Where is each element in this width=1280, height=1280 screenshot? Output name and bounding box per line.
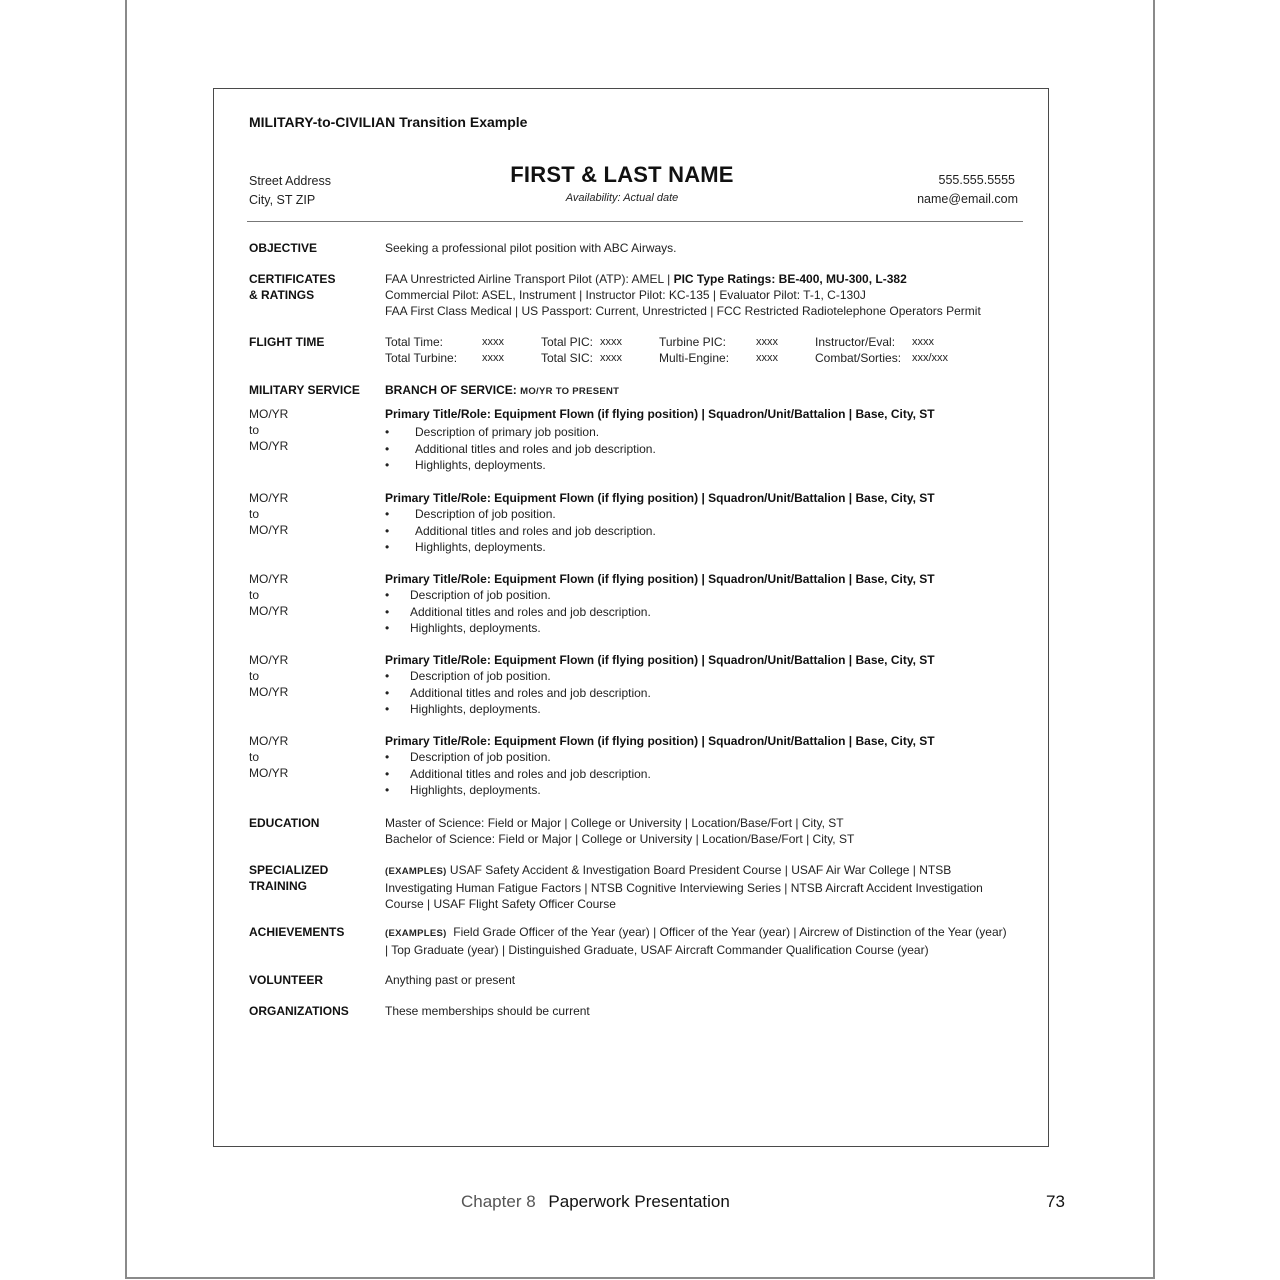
- label-line: CERTIFICATES: [249, 272, 336, 286]
- training-line: [385, 862, 1035, 880]
- ft-label: Instructor/Eval:: [815, 335, 896, 349]
- ft-label: Total Turbine:: [385, 351, 458, 365]
- ft-value: xxxx: [600, 352, 622, 364]
- job-body: [385, 571, 1025, 637]
- bullet-item: • Additional titles and roles and job description.: [385, 766, 1025, 783]
- ft-value: xxxx: [600, 336, 622, 348]
- job-bullets: [385, 506, 1025, 556]
- bullet-item: • Additional titles and roles and job description.: [385, 604, 1025, 621]
- bullet-item: • Description of job position.: [385, 506, 1025, 523]
- branch-name: BRANCH OF SERVICE:: [385, 383, 517, 397]
- bullet-item: • Additional titles and roles and job description.: [385, 685, 1025, 702]
- organizations-text: These memberships should be current: [385, 1004, 590, 1018]
- section-label: [249, 862, 379, 894]
- ft-label: Total PIC:: [541, 335, 594, 349]
- job-dates: MO/YR to MO/YR: [249, 491, 289, 537]
- bullet-item: • Description of job position.: [385, 587, 1025, 604]
- section-label: MILITARY SERVICE: [249, 383, 360, 397]
- section-label: OBJECTIVE: [249, 241, 318, 255]
- name-block: [472, 162, 772, 204]
- section-label: VOLUNTEER: [249, 973, 324, 987]
- achievements-body: [385, 924, 1045, 958]
- label-line: SPECIALIZED: [249, 863, 329, 877]
- job-title: Primary Title/Role: Equipment Flown (if flying position) | Squadron/Unit/Battalion | Base, City, ST: [385, 572, 935, 586]
- label-line: & RATINGS: [249, 288, 315, 302]
- achievement-text: Field Grade Officer of the Year (year) | Officer of the Year (year) | Aircrew of Distinction of the Year (year): [446, 925, 1007, 939]
- page-footer: [461, 1192, 730, 1212]
- objective-text: Seeking a professional pilot position with ABC Airways.: [385, 241, 677, 255]
- section-label: [249, 271, 379, 303]
- job-title: Primary Title/Role: Equipment Flown (if flying position) | Squadron/Unit/Battalion | Base, City, ST: [385, 734, 935, 748]
- cert-line: Commercial Pilot: ASEL, Instrument | Instructor Pilot: KC-135 | Evaluator Pilot: T-1, C-130J: [385, 288, 866, 302]
- page-number: 73: [1046, 1192, 1065, 1211]
- job-bullets: [385, 424, 1025, 474]
- certificates-body: [385, 271, 1045, 319]
- address-block: [249, 172, 331, 210]
- education-body: [385, 815, 1025, 847]
- job-dates: MO/YR to MO/YR: [249, 407, 289, 453]
- label-line: TRAINING: [249, 879, 307, 893]
- section-label: ACHIEVEMENTS: [249, 925, 345, 939]
- job-dates: MO/YR to MO/YR: [249, 734, 289, 780]
- training-text: USAF Safety Accident & Investigation Board President Course | USAF Air War College | NTSB: [446, 863, 952, 877]
- job-title: Primary Title/Role: Equipment Flown (if flying position) | Squadron/Unit/Battalion | Base, City, ST: [385, 407, 935, 421]
- contact-block: [917, 171, 1018, 209]
- section-label: EDUCATION: [249, 816, 320, 830]
- job-title: Primary Title/Role: Equipment Flown (if flying position) | Squadron/Unit/Battalion | Base, City, ST: [385, 653, 935, 667]
- bullet-item: • Highlights, deployments.: [385, 457, 1025, 474]
- applicant-name: FIRST & LAST NAME: [510, 162, 734, 187]
- phone-number: 555.555.5555: [938, 173, 1015, 187]
- example-label: MILITARY-to-CIVILIAN Transition Example: [249, 114, 528, 130]
- ft-value: xxxx: [482, 336, 504, 348]
- job-body: [385, 652, 1025, 718]
- chapter-title: Paperwork Presentation: [548, 1192, 730, 1211]
- cert-text: FAA Unrestricted Airline Transport Pilot (ATP): AMEL |: [385, 272, 674, 286]
- type-ratings: PIC Type Ratings: BE-400, MU-300, L-382: [673, 272, 907, 286]
- section-flight-time: [249, 334, 949, 366]
- job-body: [385, 490, 1025, 556]
- section-label: ORGANIZATIONS: [249, 1004, 349, 1018]
- job-bullets: [385, 749, 1025, 799]
- ft-value: xxxx: [482, 352, 504, 364]
- bullet-item: • Additional titles and roles and job description.: [385, 523, 1025, 540]
- bullet-item: • Highlights, deployments.: [385, 620, 1025, 637]
- examples-tag: (EXAMPLES): [385, 866, 447, 877]
- ft-value: xxxx: [756, 352, 778, 364]
- achievement-line: [385, 924, 1045, 942]
- degree-line: Master of Science: Field or Major | College or University | Location/Base/Fort | City, ST: [385, 816, 844, 830]
- availability: Availability: Actual date: [565, 192, 679, 204]
- header-divider: [247, 221, 1023, 222]
- section-label: FLIGHT TIME: [249, 335, 325, 349]
- bullet-item: • Highlights, deployments.: [385, 701, 1025, 718]
- flight-time-grid: [385, 334, 1025, 366]
- ft-label: Total SIC:: [541, 351, 594, 365]
- ft-label: Combat/Sorties:: [815, 351, 902, 365]
- bullet-item: • Description of job position.: [385, 749, 1025, 766]
- bullet-item: • Additional titles and roles and job description.: [385, 441, 1025, 458]
- branch-of-service: [385, 382, 1025, 400]
- bullet-item: • Description of primary job position.: [385, 424, 1025, 441]
- examples-tag: (EXAMPLES): [385, 928, 447, 939]
- chapter-number: Chapter 8: [461, 1192, 536, 1211]
- ft-value: xxxx: [756, 336, 778, 348]
- email-address: name@email.com: [917, 192, 1018, 206]
- cert-line: FAA First Class Medical | US Passport: Current, Unrestricted | FCC Restricted Radiotelephone Operators Permit: [385, 304, 981, 318]
- training-line: Investigating Human Fatigue Factors | NTSB Cognitive Interviewing Series | NTSB Aircraft Accident Investigation: [385, 881, 983, 895]
- job-body: [385, 406, 1025, 474]
- volunteer-text: Anything past or present: [385, 973, 516, 987]
- achievement-line: | Top Graduate (year) | Distinguished Graduate, USAF Aircraft Commander Qualification Course (year): [385, 943, 929, 957]
- job-bullets: [385, 668, 1025, 718]
- bullet-item: • Description of job position.: [385, 668, 1025, 685]
- branch-dates: MO/YR TO PRESENT: [520, 386, 620, 397]
- ft-label: Total Time:: [385, 335, 444, 349]
- ft-label: Multi-Engine:: [659, 351, 730, 365]
- job-title: Primary Title/Role: Equipment Flown (if flying position) | Squadron/Unit/Battalion | Base, City, ST: [385, 491, 935, 505]
- degree-line: Bachelor of Science: Field or Major | College or University | Location/Base/Fort | City, ST: [385, 832, 855, 846]
- job-dates: MO/YR to MO/YR: [249, 572, 289, 618]
- city-state-zip: City, ST ZIP: [249, 193, 316, 207]
- bullet-item: • Highlights, deployments.: [385, 539, 1025, 556]
- ft-label: Turbine PIC:: [659, 335, 726, 349]
- training-line: Course | USAF Flight Safety Officer Course: [385, 897, 616, 911]
- job-body: [385, 733, 1025, 799]
- cert-line: [385, 271, 1045, 287]
- street-address: Street Address: [249, 174, 331, 188]
- bullet-item: • Highlights, deployments.: [385, 782, 1025, 799]
- training-body: [385, 862, 1035, 912]
- ft-value: xxx/xxx: [912, 352, 949, 364]
- job-bullets: [385, 587, 1025, 637]
- job-dates: MO/YR to MO/YR: [249, 653, 289, 699]
- ft-value: xxxx: [912, 336, 934, 348]
